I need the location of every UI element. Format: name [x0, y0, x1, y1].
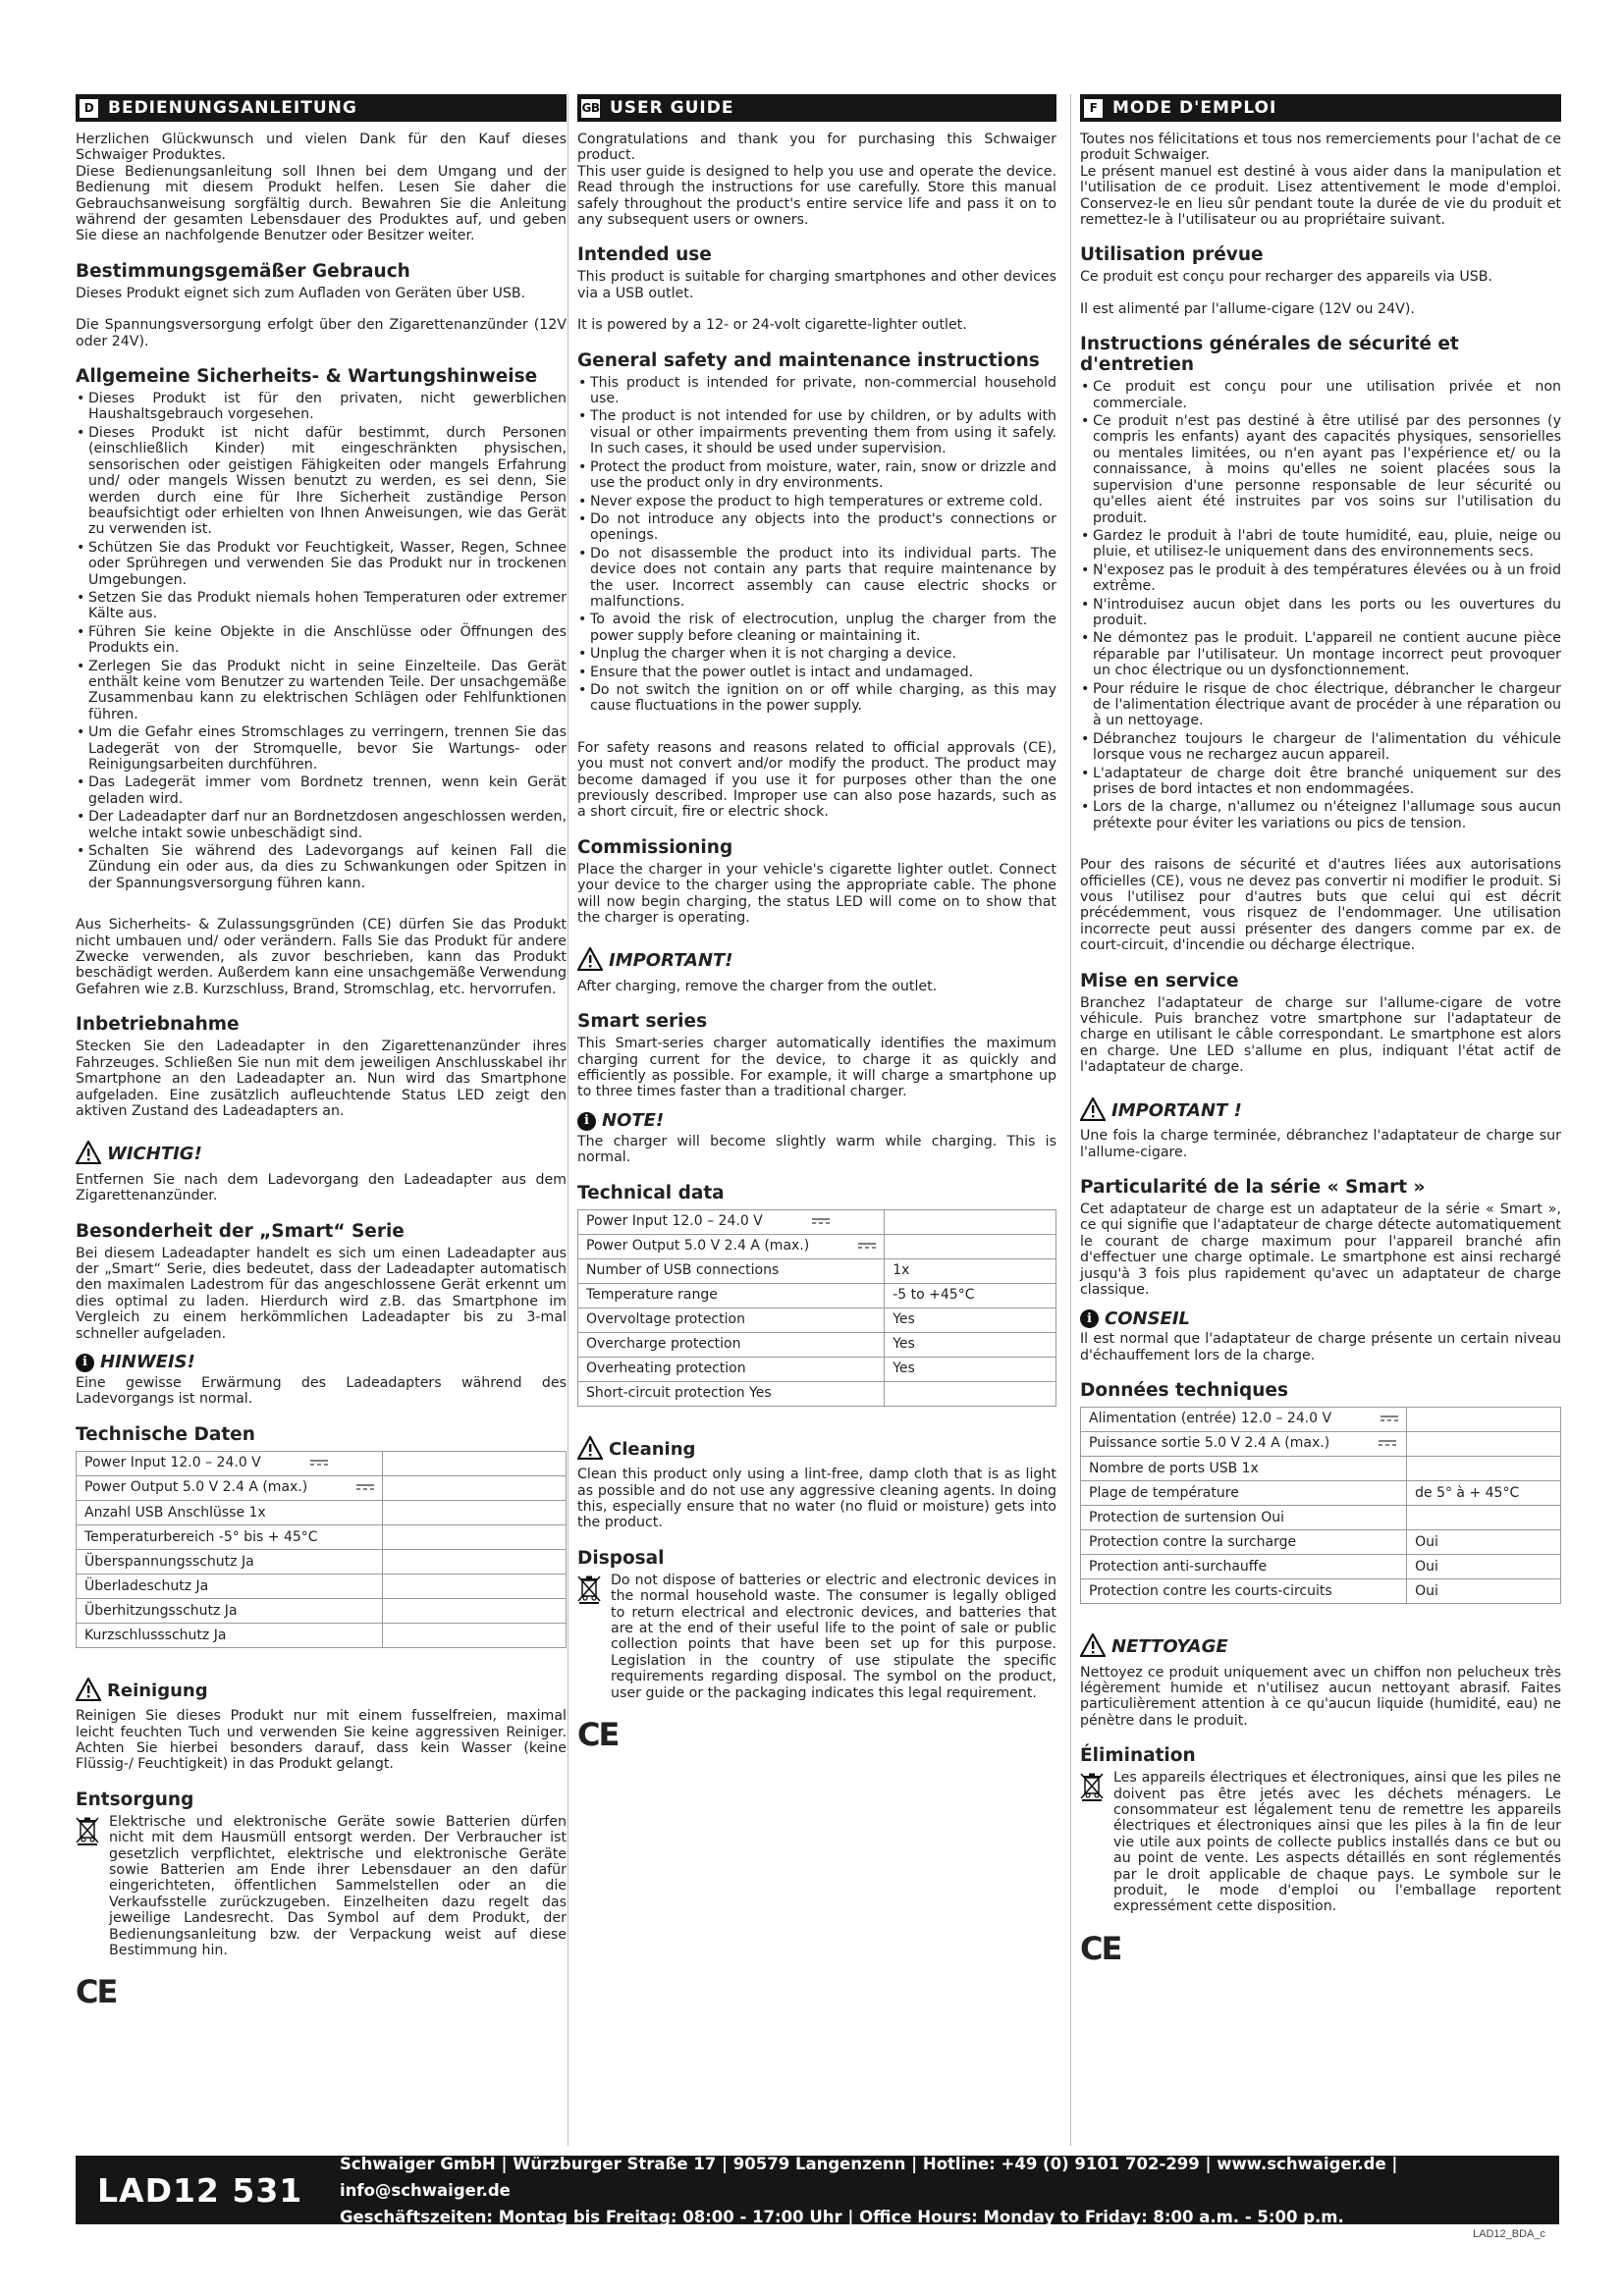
intro-paragraph: Toutes nos félicitations et tous nos remerciements pour l'achat de ce produit Schwaiger.	[1080, 132, 1561, 164]
table-row	[77, 1500, 567, 1524]
safety-item: • Ne démontez pas le produit. L'appareil ne contient aucune pièce réparable par l'utilisateur. Un montage incorrect peut provoquer un choc électrique ou un dysfonctionnement.	[1080, 630, 1561, 678]
table-cell	[77, 1598, 383, 1623]
intro-paragraph: This user guide is designed to help you use and operate the device. Read through the instructions for use carefully. Store this manual safely throughout the product's entire service life and pass it on to any subsequent users or owners.	[577, 163, 1056, 229]
table-row	[77, 1524, 567, 1549]
heading-disposal: Disposal	[577, 1547, 665, 1569]
safety-item: • Never expose the product to high temperatures or extreme cold.	[577, 494, 1056, 509]
table-row	[578, 1283, 1056, 1308]
spec-label: Temperaturbereich -5° bis + 45°C	[84, 1528, 318, 1545]
weee-bin-icon	[1080, 1772, 1113, 1805]
spec-label: Anzahl USB Anschlüsse 1x	[84, 1504, 266, 1521]
spec-label: Überladeschutz Ja	[84, 1577, 209, 1594]
safety-item: • N'exposez pas le produit à des températures élevées ou à un froid extrême.	[1080, 562, 1561, 595]
info-icon: i	[577, 1112, 596, 1131]
safety-item: • Ensure that the power outlet is intact and undamaged.	[577, 665, 1056, 680]
note-heading	[76, 1354, 567, 1372]
spec-label: Overcharge protection	[586, 1336, 741, 1353]
warning-icon	[1080, 1633, 1106, 1661]
dc-symbol-icon	[812, 1215, 830, 1228]
table-cell	[578, 1381, 885, 1406]
spec-label: Overheating protection	[586, 1361, 746, 1377]
safety-item: • Zerlegen Sie das Produkt nicht in seine Einzelteile. Das Gerät enthält keine vom Benutzer zu wartenden Teile. Der unsachgemäße Zusammenbau kann zu elektrischen Schlägen oder Fehlfunktionen führen.	[76, 659, 567, 723]
note-title: NOTE!	[602, 1110, 665, 1132]
safety-item: • The product is not intended for use by children, or by adults with visual or other impairments preventing them from using it safely. In such cases, it should be used under supervision.	[577, 408, 1056, 456]
table-cell: Yes	[885, 1308, 1056, 1332]
technical-data-table	[577, 1209, 1056, 1407]
table-cell	[578, 1234, 885, 1258]
ce-mark: CE	[577, 1715, 619, 1753]
table-cell: Oui	[1407, 1530, 1561, 1555]
heading-intended-use: Bestimmungsgemäßer Gebrauch	[76, 260, 410, 282]
table-row	[77, 1451, 567, 1475]
table-row	[578, 1332, 1056, 1357]
section-header	[577, 94, 1056, 122]
important-text: Une fois la charge terminée, débranchez l'adaptateur de charge sur l'allume-cigare.	[1080, 1128, 1561, 1160]
table-cell	[383, 1598, 567, 1623]
spec-label: Power Input 12.0 – 24.0 V	[586, 1212, 763, 1229]
heading-commissioning: Mise en service	[1080, 970, 1239, 991]
warning-icon	[577, 1436, 603, 1464]
power-supply-text: Die Spannungsversorgung erfolgt über den Zigarettenanzünder (12V oder 24V).	[76, 317, 567, 349]
spec-label: Alimentation (entrée) 12.0 – 24.0 V	[1089, 1411, 1332, 1427]
ce-mark: CE	[76, 1973, 117, 2011]
safety-item: • Dieses Produkt ist nicht dafür bestimmt, durch Personen (einschließlich Kinder) mit eingeschränkten physischen, sensorischen oder geistigen Fähigkeiten oder mangels Erfahrung und/ oder mangels Wissen benutzt zu werden, es sei denn, Sie werden durch eine für Ihre Sicherheit zuständige Person beaufsichtigt oder erhielten von Ihnen Anweisungen, wie das Gerät zu verwenden ist.	[76, 425, 567, 538]
spec-label: Überhitzungsschutz Ja	[84, 1602, 238, 1619]
dc-symbol-icon	[1380, 1413, 1398, 1425]
table-row	[77, 1598, 567, 1623]
smart-series-text: This Smart-series charger automatically identifies the maximum charging current for the device, to charge it as quickly and efficiently as possible. For example, it will charge a smartphone up to three times faster than a traditional charger.	[577, 1036, 1056, 1100]
dc-symbol-icon	[1379, 1437, 1396, 1450]
technical-data-table	[1080, 1407, 1561, 1604]
table-cell: Oui	[1407, 1579, 1561, 1604]
warning-icon	[577, 947, 603, 975]
important-heading	[577, 947, 1056, 975]
safety-item: • Pour réduire le risque de choc électrique, débrancher le chargeur de l'alimentation électrique avant de procéder à une réparation ou à un nettoyage.	[1080, 681, 1561, 729]
smart-series-text: Cet adaptateur de charge est un adaptateur de la série « Smart », ce qui signifie que l'adaptateur de charge détecte automatiquement le courant de charge maximum pour l'appareil branché afin d'effectuer une charge optimale. Le smartphone est ainsi rechargé jusqu'à 3 fois plus rapidement qu'avec un adaptateur de charge classique.	[1080, 1201, 1561, 1298]
heading-commissioning: Inbetriebnahme	[76, 1014, 240, 1036]
heading-disposal: Élimination	[1080, 1745, 1196, 1767]
safety-item: • Do not switch the ignition on or off while charging, as this may cause fluctuations in the power supply.	[577, 682, 1056, 715]
disposal-text: Do not dispose of batteries or electric and electronic devices in the normal household waste. The consumer is legally obliged to return electrical and electronic devices, and batteries that are at the end of their useful life to the point of sale or public collection points that have been set up for this purpose. Legislation in the country of use stipulate the specific requirements regarding disposal. The symbol on the product, user guide or the packaging indicates this legal requirement.	[611, 1572, 1056, 1701]
important-text: After charging, remove the charger from the outlet.	[577, 978, 938, 994]
important-text: Entfernen Sie nach dem Ladevorgang den Ladeadapter aus dem Zigarettenanzünder.	[76, 1171, 567, 1204]
info-icon: i	[1080, 1309, 1099, 1328]
column-german	[76, 94, 567, 2011]
note-heading	[577, 1112, 1056, 1131]
table-cell	[1407, 1506, 1561, 1530]
table-cell	[77, 1623, 383, 1647]
warning-icon	[1080, 1097, 1106, 1125]
cleaning-text: Nettoyez ce produit uniquement avec un chiffon non pelucheux très légèrement humide et n'utilisez aucun nettoyant abrasif. Faites particulièrement attention à ce qu'aucun liquide (humidité, eau) ne pénètre dans le produit.	[1080, 1664, 1561, 1729]
table-cell	[578, 1357, 885, 1381]
cleaning-heading	[577, 1436, 1056, 1464]
contact-line: Schwaiger GmbH | Würzburger Straße 17 | 90579 Langenzenn | Hotline: +49 (0) 9101 702-299 | www.schwaiger.de | info@schwaiger.de	[340, 2154, 1398, 2200]
safety-item: • To avoid the risk of electrocution, unplug the charger from the power supply before cleaning or maintaining it.	[577, 612, 1056, 644]
table-cell	[1407, 1408, 1561, 1432]
warning-icon	[76, 1141, 101, 1168]
spec-label: Power Output 5.0 V 2.4 A (max.)	[586, 1237, 810, 1254]
commissioning-text: Place the charger in your vehicle's cigarette lighter outlet. Connect your device to the charger using the appropriate cable. The phone will now begin charging, the status LED will come on to show that the charger is operating.	[577, 861, 1056, 927]
power-supply-text: Il est alimenté par l'allume-cigare (12V ou 24V).	[1080, 300, 1415, 317]
ce-notice: Pour des raisons de sécurité et d'autres liées aux autorisations officielles (CE), vous ne devez pas convertir ni modifier le produit. Si vous l'utilisez pour d'autres buts que celui qui est décrit précédemment, vous risquez de l'endommager. Une utilisation incorrecte peut aussi présenter des dangers comme par ex. de court-circuit, d'incendie ou décharge électrique.	[1080, 857, 1561, 954]
cleaning-text: Reinigen Sie dieses Produkt nur mit einem fusselfreien, maximal leicht feuchten Tuch und verwenden Sie keine aggressiven Reiniger. Achten Sie hierbei besonders darauf, dass kein Wasser (keine Flüssig-/ Feuchtigkeit) in das Produkt gelangt.	[76, 1708, 567, 1773]
table-cell	[383, 1500, 567, 1524]
spec-label: Puissance sortie 5.0 V 2.4 A (max.)	[1089, 1435, 1330, 1452]
footer-bar	[76, 2156, 1559, 2224]
table-row	[578, 1308, 1056, 1332]
spec-label: Protection contre la surcharge	[1089, 1533, 1297, 1550]
heading-intended-use: Utilisation prévue	[1080, 244, 1264, 266]
spec-label: Nombre de ports USB 1x	[1089, 1460, 1259, 1476]
spec-label: Kurzschlussschutz Ja	[84, 1627, 227, 1643]
table-row	[77, 1574, 567, 1598]
language-flag: GB	[581, 99, 600, 118]
important-heading	[76, 1141, 567, 1168]
contact-info	[340, 2151, 1559, 2230]
safety-list	[76, 391, 567, 891]
disposal-block	[1080, 1770, 1561, 1915]
table-row	[1081, 1506, 1561, 1530]
dc-symbol-icon	[356, 1481, 374, 1494]
table-cell	[578, 1283, 885, 1308]
spec-label: Power Output 5.0 V 2.4 A (max.)	[84, 1479, 308, 1496]
table-cell	[578, 1332, 885, 1357]
spec-label: Plage de température	[1089, 1484, 1239, 1501]
safety-item: • Der Ladeadapter darf nur an Bordnetzdosen angeschlossen werden, welche intakt sowie unbeschädigt sind.	[76, 809, 567, 841]
table-row	[77, 1623, 567, 1647]
commissioning-text: Branchez l'adaptateur de charge sur l'allume-cigare de votre véhicule. Puis branchez votre smartphone sur l'adaptateur de charge en utilisant le câble correspondant. Le smartphone est alors en charge. Une LED s'allume en plus, indiquant l'état actif de l'adaptateur de charge.	[1080, 994, 1561, 1076]
safety-item: • Gardez le produit à l'abri de toute humidité, eau, pluie, neige ou pluie, et utilisez-le uniquement dans des environnements secs.	[1080, 528, 1561, 561]
language-flag: D	[80, 99, 98, 118]
section-header	[76, 94, 567, 122]
safety-item: • Schalten Sie während des Ladevorgangs auf keinen Fall die Zündung ein oder aus, da dies zu Schwankungen oder Spitzen in der Spannungsversorgung führen kann.	[76, 843, 567, 891]
cleaning-text: Clean this product only using a lint-free, damp cloth that is as light as possible and do not use any aggressive cleaning agents. In doing this, especially ensure that no water (no fluid or moisture) gets into the product.	[577, 1467, 1056, 1531]
table-row	[578, 1258, 1056, 1283]
smart-series-text: Bei diesem Ladeadapter handelt es sich um einen Ladeadapter aus der „Smart“ Serie, dies bedeutet, dass der Ladeadapter automatisch den maximalen Ladestrom für das angeschlossene Gerät erkennt um dies optimal zu laden. Hierdurch wird z.B. das Smartphone im Vergleich zu einem herkömmlichen Ladeadapter bis zu 3-mal schneller aufgeladen.	[76, 1245, 567, 1342]
heading-smart-series: Particularité de la série « Smart »	[1080, 1176, 1426, 1198]
spec-label: Protection anti-surchauffe	[1089, 1558, 1268, 1575]
table-cell	[77, 1500, 383, 1524]
note-title: HINWEIS!	[100, 1352, 195, 1373]
table-row	[1081, 1408, 1561, 1432]
table-cell	[77, 1475, 383, 1500]
table-cell	[77, 1524, 383, 1549]
column-divider	[1070, 94, 1071, 2146]
commissioning-text: Stecken Sie den Ladeadapter in den Zigarettenanzünder ihres Fahrzeuges. Schließen Sie nun mit dem jeweiligen Anschlusskabel ihr Smartphone an den Ladeadapter an. Nun wird das Smartphone aufgeladen. Eine zusätzlich aufleuchtende Status LED zeigt den aktiven Zustand des Ladeadapters an.	[76, 1039, 567, 1119]
table-cell: Yes	[885, 1332, 1056, 1357]
safety-item: • Lors de la charge, n'allumez ou n'éteignez l'allumage sous aucun prétexte pour éviter les variations ou pics de tension.	[1080, 799, 1561, 831]
safety-list	[577, 375, 1056, 715]
table-cell	[1081, 1506, 1407, 1530]
heading-technical-data: Données techniques	[1080, 1380, 1288, 1402]
spec-label: Überspannungsschutz Ja	[84, 1553, 254, 1570]
spec-label: Overvoltage protection	[586, 1311, 745, 1328]
heading-technical-data: Technische Daten	[76, 1423, 255, 1445]
table-row	[1081, 1457, 1561, 1481]
important-heading	[1080, 1097, 1561, 1125]
table-cell	[1081, 1457, 1407, 1481]
cleaning-title: Reinigung	[107, 1680, 208, 1701]
section-title: MODE D'EMPLOI	[1112, 97, 1277, 118]
safety-item: • N'introduisez aucun objet dans les ports ou les ouvertures du produit.	[1080, 597, 1561, 629]
table-cell	[383, 1451, 567, 1475]
ce-notice: Aus Sicherheits- & Zulassungsgründen (CE) dürfen Sie das Produkt nicht umbauen und/ oder verändern. Falls Sie das Produkt für andere Zwecke verwenden, als zuvor beschrieben, kann das Produkt beschädigt werden. Außerdem kann eine unsachgemäße Verwendung Gefahren wie z.B. Kurzschluss, Brand, Stromschlag, etc. hervorrufen.	[76, 917, 567, 997]
spec-label: Temperature range	[586, 1287, 718, 1304]
language-flag: F	[1084, 99, 1103, 118]
intended-use-text: This product is suitable for charging smartphones and other devices via a USB outlet.	[577, 269, 1056, 301]
table-row	[77, 1475, 567, 1500]
table-cell	[383, 1623, 567, 1647]
table-row	[1081, 1555, 1561, 1579]
table-cell	[1081, 1481, 1407, 1506]
important-title: IMPORTANT!	[609, 950, 733, 972]
power-supply-text: It is powered by a 12- or 24-volt cigarette-lighter outlet.	[577, 317, 967, 334]
disposal-text: Elektrische und elektronische Geräte sowie Batterien dürfen nicht mit dem Hausmüll entsorgt werden. Der Verbraucher ist gesetzlich verpflichtet, elektrische und elektronische Geräte sowie Batterien am Ende ihrer Lebensdauer an den dafür eingerichteten, öffentlichen Sammelstellen oder an die Verkaufsstelle zurückzugeben. Einzelheiten dazu regelt das jeweilige Landesrecht. Das Symbol auf dem Produkt, der Bedienungsanleitung bzw. der Verpackung weist auf diese Bestimmung hin.	[109, 1813, 567, 1959]
heading-disposal: Entsorgung	[76, 1789, 194, 1810]
heading-safety: Instructions générales de sécurité et d'entretien	[1080, 334, 1459, 376]
weee-bin-icon	[577, 1575, 611, 1608]
heading-safety: Allgemeine Sicherheits- & Wartungshinweise	[76, 366, 538, 388]
heading-smart-series: Besonderheit der „Smart“ Serie	[76, 1220, 405, 1242]
info-icon: i	[76, 1354, 94, 1372]
table-cell: 1x	[885, 1258, 1056, 1283]
table-cell	[383, 1574, 567, 1598]
intro-paragraph: Congratulations and thank you for purchasing this Schwaiger product.	[577, 132, 1056, 164]
table-cell	[77, 1574, 383, 1598]
table-cell: Oui	[1407, 1555, 1561, 1579]
safety-item: • Führen Sie keine Objekte in die Anschlüsse oder Öffnungen des Produkts ein.	[76, 624, 567, 657]
safety-item: • Setzen Sie das Produkt niemals hohen Temperaturen oder extremer Kälte aus.	[76, 590, 567, 622]
table-cell	[383, 1549, 567, 1574]
section-title: BEDIENUNGSANLEITUNG	[108, 97, 357, 118]
spec-label: Protection contre les courts-circuits	[1089, 1582, 1332, 1599]
heading-intended-use: Intended use	[577, 244, 712, 266]
spec-label: Short-circuit protection Yes	[586, 1385, 772, 1402]
important-title: WICHTIG!	[107, 1144, 202, 1165]
disposal-block	[76, 1814, 567, 1959]
table-row	[1081, 1481, 1561, 1506]
heading-commissioning: Commissioning	[577, 836, 733, 858]
note-title: CONSEIL	[1105, 1308, 1191, 1329]
table-row	[1081, 1579, 1561, 1604]
intro-paragraph: Le présent manuel est destiné à vous aider dans la manipulation et l'utilisation de ce produit. Lisez attentivement le mode d'emploi. Conservez-le en lieu sûr pendant toute la durée de vie du produit et remettez-le à l'utilisateur ou au propriétaire suivant.	[1080, 163, 1561, 229]
table-cell	[1081, 1579, 1407, 1604]
table-cell	[1407, 1457, 1561, 1481]
table-cell	[1081, 1432, 1407, 1457]
cleaning-heading	[1080, 1633, 1561, 1661]
safety-item: • L'adaptateur de charge doit être branché uniquement sur des prises de bord intactes et non endommagées.	[1080, 766, 1561, 798]
safety-item: • Ce produit n'est pas destiné à être utilisé par des personnes (y compris les enfants) ayant des capacités physiques, sensorielles ou mentales limitées, ou n'en ayant pas l'expérience et/ ou la connaissance, à moins qu'elles ne soient placées sous la supervision d'une personne responsable de leur sécurité ou qu'elles aient été instruites par vos soins sur l'utilisation du produit.	[1080, 413, 1561, 526]
technical-data-table	[76, 1451, 567, 1648]
disposal-block	[577, 1573, 1056, 1701]
table-cell	[885, 1209, 1056, 1234]
table-cell	[1081, 1530, 1407, 1555]
note-text: Eine gewisse Erwärmung des Ladeadapters während des Ladevorgangs ist normal.	[76, 1374, 567, 1408]
safety-item: • Um die Gefahr eines Stromschlages zu verringern, trennen Sie das Ladegerät von der Stromquelle, bevor Sie Wartungs- oder Reinigungsarbeiten durchführen.	[76, 724, 567, 773]
spec-label: Number of USB connections	[586, 1262, 780, 1279]
table-cell: Yes	[885, 1357, 1056, 1381]
dc-symbol-icon	[310, 1457, 328, 1469]
safety-item: • Ce produit est conçu pour une utilisation privée et non commerciale.	[1080, 379, 1561, 411]
document-code: LAD12_BDA_c	[1473, 2228, 1545, 2240]
safety-item: • Schützen Sie das Produkt vor Feuchtigkeit, Wasser, Regen, Schnee oder Sprühregen und verwenden Sie das Produkt nur in trockenen Umgebungen.	[76, 540, 567, 588]
table-row	[1081, 1530, 1561, 1555]
ce-mark: CE	[1080, 1929, 1121, 1967]
intro-paragraph: Diese Bedienungsanleitung soll Ihnen bei dem Umgang und der Bedienung mit diesem Produkt helfen. Lesen Sie daher die Gebrauchsanweisung sorgfältig durch. Bewahren Sie die Anleitung während der gesamten Lebensdauer des Produktes auf, und geben Sie diese an nachfolgende Benutzer oder Besitzer weiter.	[76, 163, 567, 244]
table-cell	[1081, 1555, 1407, 1579]
table-cell	[77, 1549, 383, 1574]
safety-item: • Do not introduce any objects into the product's connections or openings.	[577, 511, 1056, 544]
safety-item: • This product is intended for private, non-commercial household use.	[577, 375, 1056, 407]
heading-smart-series: Smart series	[577, 1011, 708, 1033]
table-row	[578, 1209, 1056, 1234]
table-row	[77, 1549, 567, 1574]
table-row	[1081, 1432, 1561, 1457]
section-title: USER GUIDE	[610, 97, 734, 118]
safety-list	[1080, 379, 1561, 831]
important-title: IMPORTANT !	[1111, 1099, 1242, 1121]
intended-use-text: Dieses Produkt eignet sich zum Aufladen von Geräten über USB.	[76, 285, 526, 301]
table-cell	[1407, 1432, 1561, 1457]
table-cell: de 5° à + 45°C	[1407, 1481, 1561, 1506]
cleaning-title: Cleaning	[609, 1438, 696, 1460]
safety-item: • Do not disassemble the product into its individual parts. The device does not contain any parts that require maintenance by the user. Incorrect assembly can cause electric shocks or malfunctions.	[577, 546, 1056, 611]
ce-notice: For safety reasons and reasons related to official approvals (CE), you must not convert and/or modify the product. The product may become damaged if you use it for purposes other than the one previously described. Improper use can also pose hazards, such as a short circuit, fire or electric shock.	[577, 739, 1056, 821]
table-cell	[383, 1524, 567, 1549]
safety-item: • Protect the product from moisture, water, rain, snow or drizzle and use the product only in dry environments.	[577, 459, 1056, 492]
dc-symbol-icon	[858, 1240, 876, 1253]
hours-line: Geschäftszeiten: Montag bis Freitag: 08:00 - 17:00 Uhr | Office Hours: Monday to Friday: 8:00 a.m. - 5:00 p.m.	[340, 2207, 1344, 2226]
cleaning-heading	[76, 1678, 567, 1705]
table-cell	[578, 1258, 885, 1283]
table-cell	[383, 1475, 567, 1500]
note-heading	[1080, 1309, 1561, 1328]
cleaning-title: NETTOYAGE	[1111, 1636, 1228, 1658]
model-number: LAD12 531	[97, 2170, 303, 2210]
safety-item: • Dieses Produkt ist für den privaten, nicht gewerblichen Haushaltsgebrauch vorgesehen.	[76, 391, 567, 423]
table-row	[578, 1234, 1056, 1258]
safety-item: • Unplug the charger when it is not charging a device.	[577, 646, 1056, 662]
column-french	[1080, 94, 1561, 1967]
note-text: The charger will become slightly warm while charging. This is normal.	[577, 1133, 1056, 1166]
table-cell	[578, 1209, 885, 1234]
warning-icon	[76, 1678, 101, 1705]
weee-bin-icon	[76, 1816, 109, 1849]
safety-item: • Débranchez toujours le chargeur de l'alimentation du véhicule lorsque vous ne rechargez aucun appareil.	[1080, 731, 1561, 764]
disposal-text: Les appareils électriques et électroniques, ainsi que les piles ne doivent pas être jetés avec les déchets ménagers. Le consommateur est légalement tenu de remettre les appareils électriques et électroniques ainsi que les piles à la fin de leur vie utile aux points de collecte publics installés dans ce but ou au point de vente. Les aspects détaillés en sont réglementés par le droit applicable de chaque pays. Le symbole sur le produit, le mode d'emploi ou l'emballage reportent expressément cette disposition.	[1113, 1770, 1561, 1915]
table-cell	[885, 1234, 1056, 1258]
note-text: Il est normal que l'adaptateur de charge présente un certain niveau d'échauffement lors de la charge.	[1080, 1331, 1561, 1363]
table-row	[578, 1357, 1056, 1381]
intro-paragraph: Herzlichen Glückwunsch und vielen Dank für den Kauf dieses Schwaiger Produktes.	[76, 132, 567, 164]
table-cell	[578, 1308, 885, 1332]
table-row	[578, 1381, 1056, 1406]
heading-safety: General safety and maintenance instructions	[577, 349, 1040, 371]
safety-item: • Das Ladegerät immer vom Bordnetz trennen, wenn kein Gerät geladen wird.	[76, 774, 567, 807]
section-header	[1080, 94, 1561, 122]
intended-use-text: Ce produit est conçu pour recharger des appareils via USB.	[1080, 269, 1492, 286]
heading-technical-data: Technical data	[577, 1182, 725, 1203]
table-cell	[1081, 1408, 1407, 1432]
table-cell	[77, 1451, 383, 1475]
spec-label: Protection de surtension Oui	[1089, 1509, 1284, 1525]
spec-label: Power Input 12.0 – 24.0 V	[84, 1455, 261, 1471]
table-cell	[885, 1381, 1056, 1406]
column-english	[577, 94, 1056, 1753]
table-cell: -5 to +45°C	[885, 1283, 1056, 1308]
